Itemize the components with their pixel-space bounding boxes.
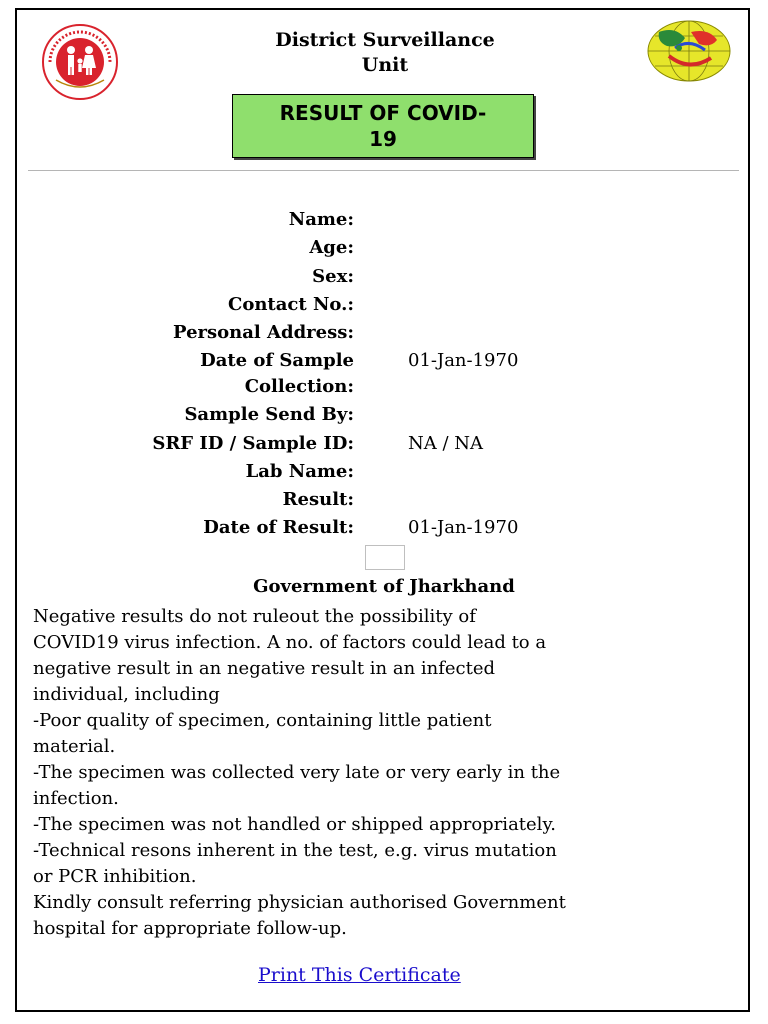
result-heading-line-2: 19 xyxy=(369,127,397,151)
nrhm-logo-icon xyxy=(40,22,120,102)
header-divider xyxy=(28,170,739,171)
sex-label: Sex: xyxy=(312,266,354,287)
age-label: Age: xyxy=(309,237,354,258)
personal-address-label: Personal Address: xyxy=(173,322,354,343)
disclaimer-line: negative result in an negative result in an infected xyxy=(33,658,496,679)
date-of-sample-label: Date of Sample xyxy=(200,350,354,371)
print-certificate-link[interactable]: Print This Certificate xyxy=(258,964,461,986)
disclaimer-line: infection. xyxy=(33,788,119,809)
date-of-sample-value: 01-Jan-1970 xyxy=(408,350,519,371)
date-of-result-value: 01-Jan-1970 xyxy=(408,517,519,538)
disclaimer-line: hospital for appropriate follow-up. xyxy=(33,918,347,939)
disclaimer-line: or PCR inhibition. xyxy=(33,866,197,887)
contact-no-label: Contact No.: xyxy=(228,294,354,315)
lab-name-label: Lab Name: xyxy=(245,461,354,482)
name-label: Name: xyxy=(288,209,354,230)
disclaimer-line: -The specimen was collected very late or very early in the xyxy=(33,762,561,783)
disclaimer-line: COVID19 virus infection. A no. of factors could lead to a xyxy=(33,632,547,653)
district-surveillance-unit-title xyxy=(230,28,540,78)
government-heading: Government of Jharkhand xyxy=(253,576,515,597)
disclaimer-text xyxy=(33,604,738,942)
disclaimer-line: -Technical resons inherent in the test, e.g. virus mutation xyxy=(33,840,557,861)
date-of-result-label: Date of Result: xyxy=(203,517,354,538)
disclaimer-line: Negative results do not ruleout the possibility of xyxy=(33,606,476,627)
disclaimer-line: individual, including xyxy=(33,684,220,705)
srf-id-value: NA / NA xyxy=(408,433,484,454)
disclaimer-line: -Poor quality of specimen, containing little patient xyxy=(33,710,492,731)
title-line-2: Unit xyxy=(361,54,409,76)
date-of-sample-label-line-2: Collection: xyxy=(244,376,354,397)
title-line-1: District Surveillance xyxy=(275,29,495,51)
sample-send-by-label: Sample Send By: xyxy=(184,404,354,425)
result-heading-box xyxy=(232,94,534,158)
globe-logo-icon xyxy=(645,18,733,84)
result-heading-line-1: RESULT OF COVID- xyxy=(279,101,487,125)
disclaimer-line: Kindly consult referring physician authorised Government xyxy=(33,892,566,913)
signature-image-placeholder xyxy=(365,545,405,570)
srf-id-label: SRF ID / Sample ID: xyxy=(152,433,354,454)
disclaimer-line: material. xyxy=(33,736,116,757)
disclaimer-line: -The specimen was not handled or shipped appropriately. xyxy=(33,814,556,835)
result-label: Result: xyxy=(282,489,354,510)
